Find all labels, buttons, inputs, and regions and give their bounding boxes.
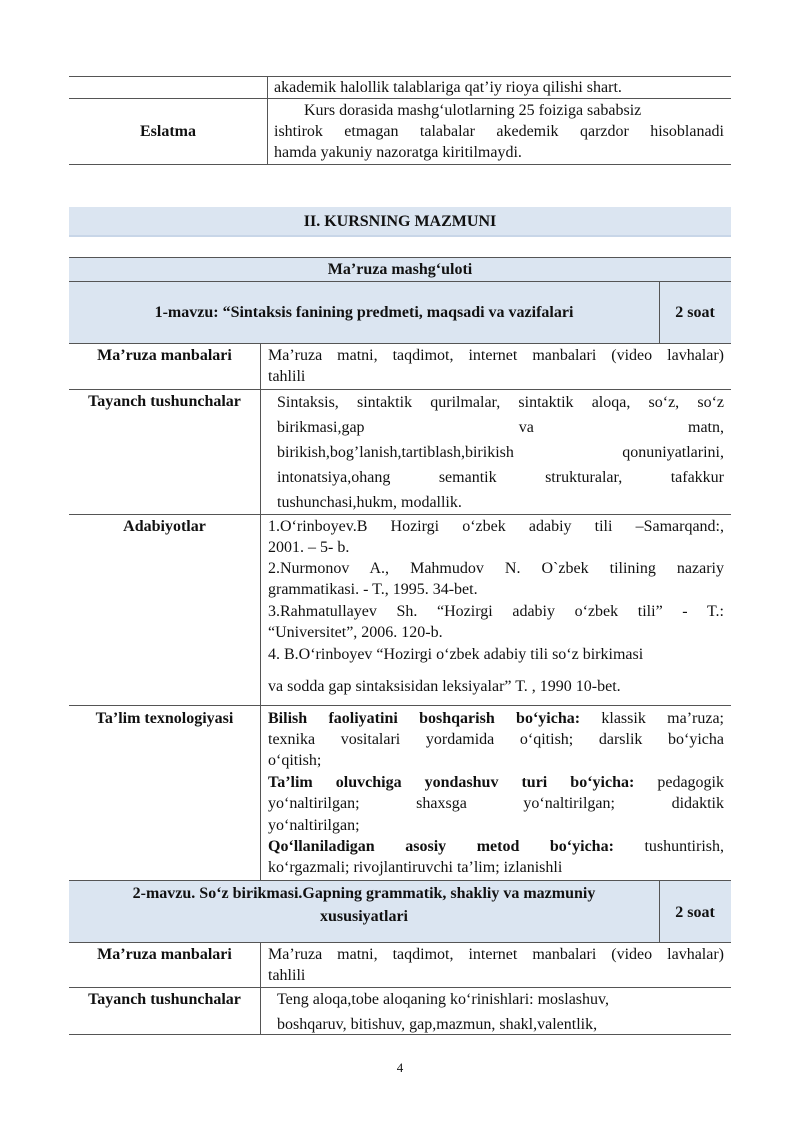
topic1-title: 1-mavzu: “Sintaksis fanining predmeti, maqsadi va vazifalari xyxy=(154,304,574,321)
table-rule xyxy=(69,1034,731,1035)
row-label-concepts: Tayanch tushunchalar xyxy=(88,991,241,1008)
topic1-hours: 2 soat xyxy=(675,304,715,321)
topic2-title: 2-mavzu. So‘z birikmasi.Gapning grammatik, shakliy va mazmuniy xyxy=(132,885,596,902)
table-rule xyxy=(69,98,731,99)
table-rule xyxy=(69,343,731,344)
sources-line: Ma’ruza matni, taqdimot, internet manbalari (video lavhalar) xyxy=(268,347,724,364)
concepts-line: Sintaksis, sintaktik qurilmalar, sintaktik aloqa, so‘z, so‘z xyxy=(277,394,724,411)
technology-heading: Ta’lim oluvchiga yondashuv turi bo‘yicha: xyxy=(268,774,635,791)
note-line: Kurs dorasida mashg‘ulotlarning 25 foiziga sababsiz xyxy=(304,102,642,119)
note-label: Eslatma xyxy=(140,123,196,140)
row-label-sources: Ma’ruza manbalari xyxy=(97,347,232,364)
note-line: hamda yakuniy nazoratga kiritilmaydi. xyxy=(274,144,522,161)
literature-line: 2001. – 5- b. xyxy=(268,539,350,556)
row-label-concepts: Tayanch tushunchalar xyxy=(88,393,241,410)
literature-line: “Universitet”, 2006. 120-b. xyxy=(268,624,443,641)
technology-line xyxy=(268,708,724,729)
technology-text: klassik ma’ruza; xyxy=(580,710,724,727)
literature-line: va sodda gap sintaksisidan leksiyalar” T. , 1990 10-bet. xyxy=(268,678,621,695)
sources-line: tahlili xyxy=(268,967,306,984)
literature-line: 4. B.O‘rinboyev “Hozirgi o‘zbek adabiy tili so‘z birkimasi xyxy=(268,646,644,663)
table-divider xyxy=(260,942,261,1034)
technology-heading: Bilish faoliyatini boshqarish bo‘yicha: xyxy=(268,710,581,727)
topic2-hours: 2 soat xyxy=(675,904,715,921)
concepts-line: birikish,bog’lanish,tartiblash,birikish qonuniyatlarini, xyxy=(277,444,724,461)
section-title: II. KURSNING MAZMUNI xyxy=(69,207,731,237)
topic2-title: xususiyatlari xyxy=(319,908,408,925)
technology-text: tushuntirish, xyxy=(613,838,724,855)
concepts-line: Teng aloqa,tobe aloqaning ko‘rinishlari: moslashuv, xyxy=(277,991,609,1008)
note-line: ishtirok etmagan talabalar akedemik qarzdor hisoblanadi xyxy=(274,123,724,140)
sources-line: tahlili xyxy=(268,368,306,385)
concepts-text: birikmasi,gap va matn, xyxy=(277,419,724,436)
concepts-line: tushunchasi,hukm, modallik. xyxy=(277,494,462,511)
technology-line xyxy=(268,772,724,793)
table-rule xyxy=(69,164,731,165)
table-divider xyxy=(260,343,261,880)
concepts-line xyxy=(277,415,724,440)
technology-line: ko‘rgazmali; rivojlantiruvchi ta’lim; izlanishli xyxy=(268,859,563,876)
technology-text: pedagogik xyxy=(634,774,724,791)
literature-line: 2.Nurmonov A., Mahmudov N. O`zbek tilining nazariy xyxy=(268,560,724,577)
literature-line: 3.Rahmatullayev Sh. “Hozirgi adabiy o‘zbek tili” - T.: xyxy=(268,603,724,620)
table-divider xyxy=(267,76,268,165)
table-rule xyxy=(69,705,731,706)
table-rule xyxy=(69,514,731,515)
table-rule xyxy=(69,942,731,943)
table-rule xyxy=(69,281,731,282)
lecture-header: Ma’ruza mashg‘uloti xyxy=(327,261,473,278)
sources-line: Ma’ruza matni, taqdimot, internet manbalari (video lavhalar) xyxy=(268,946,724,963)
technology-line: yo‘naltirilgan; shaxsga yo‘naltirilgan; didaktik xyxy=(268,795,724,812)
technology-line: texnika vositalari yordamida o‘qitish; darslik bo‘yicha xyxy=(268,731,724,748)
row-label-sources: Ma’ruza manbalari xyxy=(97,946,232,963)
concepts-line: intonatsiya,ohang semantik strukturalar, tafakkur xyxy=(277,469,724,486)
row-label-technology: Ta’lim texnologiyasi xyxy=(95,710,234,727)
table-cell-text: akademik halollik talablariga qat’iy rioya qilishi shart. xyxy=(274,79,622,96)
page-number: 4 xyxy=(396,1060,404,1075)
row-label-literature: Adabiyotlar xyxy=(123,518,206,535)
technology-line: o‘qitish; xyxy=(268,752,322,769)
literature-line: grammatikasi. - T., 1995. 34-bet. xyxy=(268,581,478,598)
concepts-line: boshqaruv, bitishuv, gap,mazmun, shakl,valentlik, xyxy=(277,1016,598,1033)
table-rule xyxy=(69,257,731,258)
technology-heading: Qo‘llaniladigan asosiy metod bo‘yicha: xyxy=(268,838,614,855)
technology-line: yo‘naltirilgan; xyxy=(268,817,360,834)
literature-line: 1.O‘rinboyev.B Hozirgi o‘zbek adabiy tili –Samarqand:, xyxy=(268,518,724,535)
technology-line xyxy=(268,836,724,857)
